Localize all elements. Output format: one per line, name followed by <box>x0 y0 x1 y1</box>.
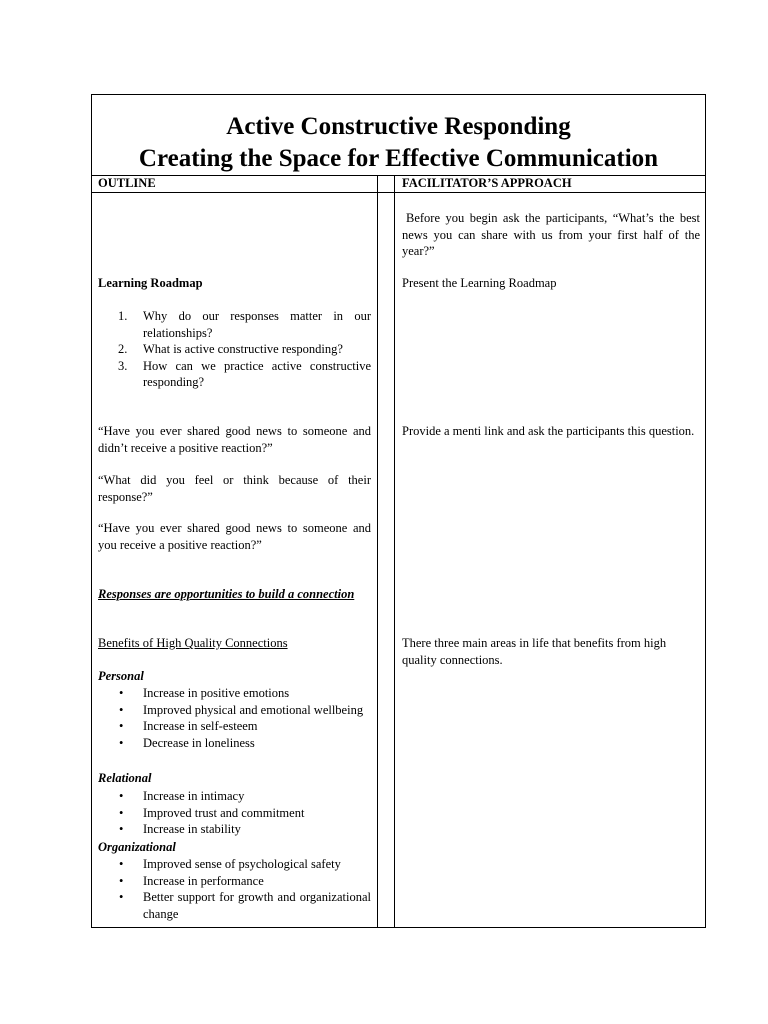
relational-list <box>98 788 371 838</box>
roadmap-item <box>98 358 371 391</box>
approach-column <box>402 95 700 929</box>
title-line-2: Creating the Space for Effective Communication <box>138 145 659 172</box>
roadmap-item <box>98 308 371 341</box>
roadmap-item <box>98 341 371 358</box>
responses-heading: Responses are opportunities to build a connection <box>98 587 355 601</box>
list-item <box>98 889 371 922</box>
column-divider-right <box>394 175 395 927</box>
list-item-text: Increase in performance <box>143 873 264 888</box>
list-item <box>98 856 371 873</box>
question-3: “Have you ever shared good news to someone and you receive a positive reaction?” <box>98 521 371 552</box>
approach-intro: Before you begin ask the participants, “What’s the best news you can share with us from your first half of the year?” <box>402 211 700 258</box>
list-item <box>98 735 371 752</box>
benefits-heading-text: Benefits of High Quality Connections <box>98 636 288 650</box>
list-item-text: Why do our responses matter in our relationships? <box>143 309 371 340</box>
list-item-text: Improved trust and commitment <box>143 805 305 820</box>
list-number: 1. <box>118 309 128 323</box>
list-item-text: Increase in intimacy <box>143 789 245 803</box>
list-item-text: Improved physical and emotional wellbeing <box>143 702 364 717</box>
bullet-icon: • <box>119 805 124 820</box>
personal-list <box>98 685 371 751</box>
list-item <box>98 718 371 735</box>
list-item-text: Improved sense of psychological safety <box>143 857 341 871</box>
bullet-icon: • <box>119 735 124 750</box>
list-item-text: Increase in stability <box>143 822 241 836</box>
title-line-1: Active Constructive Responding <box>226 113 571 140</box>
column-divider-left <box>377 175 378 927</box>
question-2: “What did you feel or think because of their response?” <box>98 473 371 504</box>
document-table <box>91 94 706 928</box>
outline-column <box>98 95 371 929</box>
benefits-heading <box>98 635 371 652</box>
bullet-icon: • <box>119 702 124 717</box>
list-item <box>98 805 371 822</box>
personal-label: Personal <box>98 669 144 683</box>
list-item <box>98 788 371 805</box>
bullet-icon: • <box>119 686 124 700</box>
outline-header: OUTLINE <box>98 176 156 190</box>
list-item-text: Increase in positive emotions <box>143 686 290 700</box>
roadmap-list <box>98 308 371 391</box>
list-item <box>98 873 371 890</box>
list-item <box>98 685 371 702</box>
bullet-icon: • <box>119 822 124 836</box>
bullet-icon: • <box>119 873 124 888</box>
relational-label: Relational <box>98 771 152 785</box>
bullet-icon: • <box>119 857 124 871</box>
list-number: 3. <box>118 358 128 373</box>
question-1: “Have you ever shared good news to someone and didn’t receive a positive reaction?” <box>98 424 371 455</box>
organizational-list <box>98 856 371 922</box>
bullet-icon: • <box>119 719 124 733</box>
approach-areas: There three main areas in life that benefits from high quality connections. <box>402 636 667 667</box>
bullet-icon: • <box>119 890 124 904</box>
list-item <box>98 821 371 838</box>
approach-roadmap: Present the Learning Roadmap <box>402 276 557 290</box>
organizational-label: Organizational <box>98 840 176 854</box>
roadmap-heading: Learning Roadmap <box>98 276 203 290</box>
list-number: 2. <box>118 342 128 356</box>
bullet-icon: • <box>119 789 124 803</box>
list-item-text: How can we practice active constructive responding? <box>143 358 371 389</box>
list-item-text: What is active constructive responding? <box>143 342 343 356</box>
list-item-text: Better support for growth and organizational change <box>143 890 371 921</box>
list-item <box>98 702 371 719</box>
list-item-text: Decrease in loneliness <box>143 735 255 750</box>
list-item-text: Increase in self-esteem <box>143 719 258 733</box>
approach-menti: Provide a menti link and ask the participants this question. <box>402 424 695 438</box>
approach-header: FACILITATOR’S APPROACH <box>402 176 572 190</box>
